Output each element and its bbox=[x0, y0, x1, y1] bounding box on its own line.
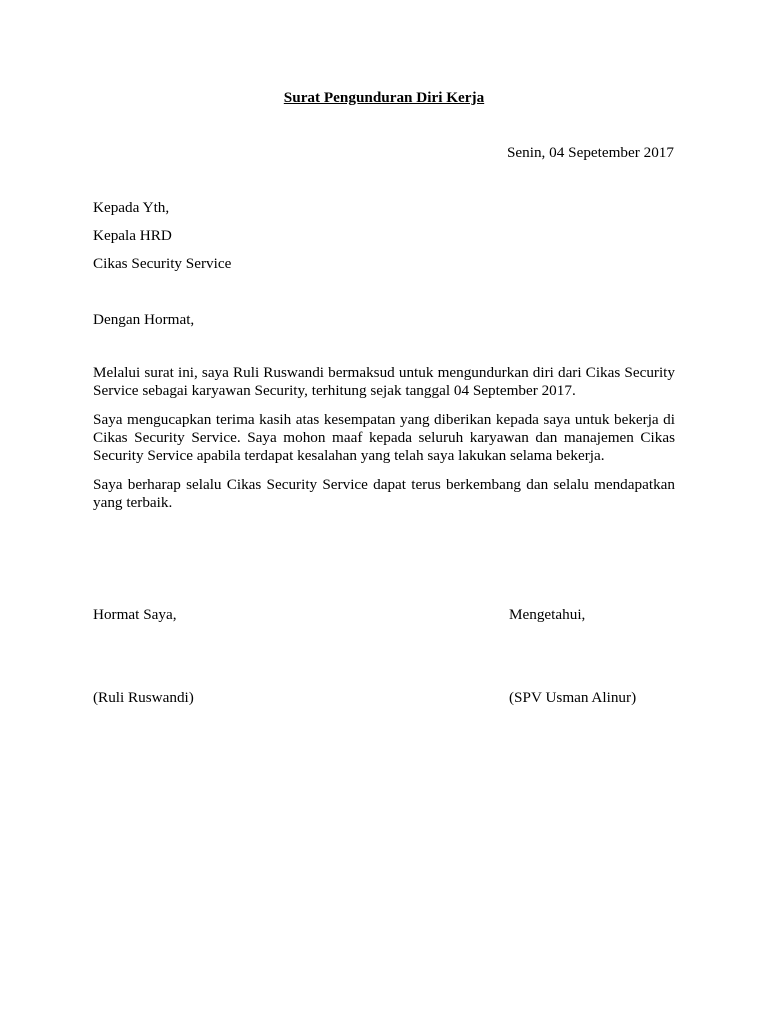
greeting: Dengan Hormat, bbox=[93, 311, 195, 328]
recipient-company: Cikas Security Service bbox=[93, 255, 232, 272]
signatory-right-name: (SPV Usman Alinur) bbox=[509, 689, 637, 706]
paragraph-3: Saya berharap selalu Cikas Security Service dapat terus berkembang dan selalu mendapatkan yang terbaik. bbox=[93, 476, 675, 511]
closing-right-label: Mengetahui, bbox=[509, 606, 586, 623]
closing-left-label: Hormat Saya, bbox=[93, 606, 177, 623]
recipient-salutation: Kepada Yth, bbox=[93, 199, 170, 216]
letter-title: Surat Pengunduran Diri Kerja bbox=[283, 89, 485, 106]
letter-date: Senin, 04 Sepetember 2017 bbox=[506, 144, 674, 161]
recipient-position: Kepala HRD bbox=[93, 227, 172, 244]
paragraph-1: Melalui surat ini, saya Ruli Ruswandi bermaksud untuk mengundurkan diri dari Cikas Security Service sebagai karyawan Security, terhitung sejak tanggal 04 September 2017. bbox=[93, 364, 675, 399]
signatory-left-name: (Ruli Ruswandi) bbox=[93, 689, 194, 706]
paragraph-2: Saya mengucapkan terima kasih atas kesempatan yang diberikan kepada saya untuk bekerja di Cikas Security Service. Saya mohon maaf kepada seluruh karyawan dan manajemen Cikas Security Service apabila terdapat kesalahan yang telah saya lakukan selama bekerja. bbox=[93, 411, 675, 464]
